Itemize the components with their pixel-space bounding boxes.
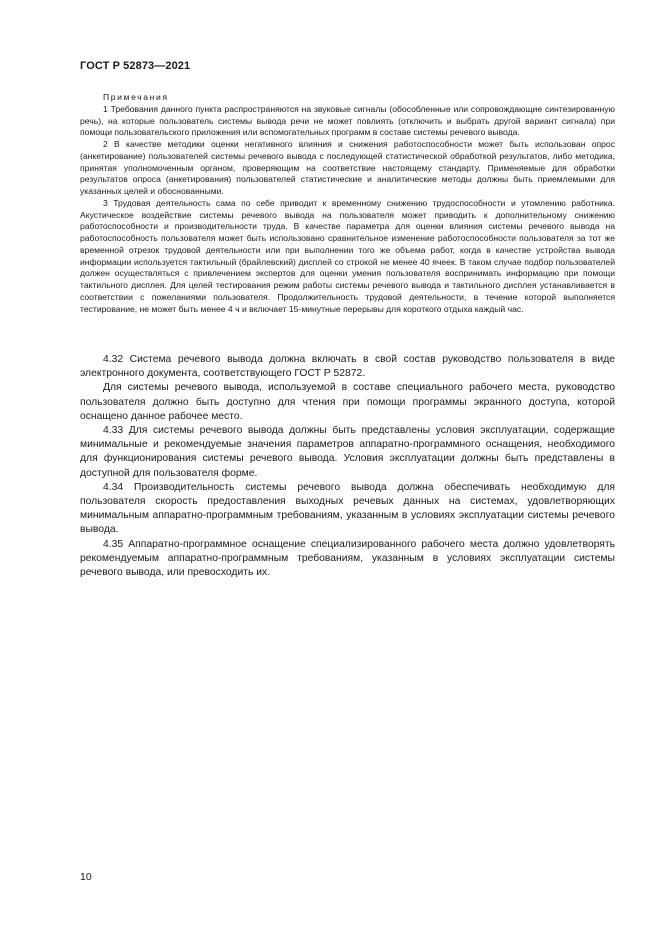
clause-4-34: 4.34 Производительность системы речевого вывода должна обеспечивать необходимую для пользователя скорость предоставления выходных речевых данных на системах, удовлетворяющих минимальным аппаратно-программным требованиям, указанным в условиях эксплуатации системы речевого вывода. <box>80 481 615 536</box>
clause-4-33: 4.33 Для системы речевого вывода должны быть представлены условия эксплуатации, содержащие минимальные и рекомендуемые значения параметров аппаратно-программного оснащения, необходимого для функционирования системы речевого вывода. Условия эксплуатации должны быть представлены в доступной для пользователя форме. <box>80 425 615 479</box>
notes-label: Примечания <box>103 92 169 102</box>
clause-4-32: 4.32 Система речевого вывода должна включать в свой состав руководство пользователя в виде электронного документа, соответствующего ГОСТ Р 52872. <box>80 354 615 380</box>
notes-block <box>80 92 615 315</box>
note-item-2: 2 В качестве методики оценки негативного влияния и снижения работоспособности может быть использован опрос (анкетирование) пользователей системы речевого вывода с последующей статистической обработкой результатов, либо методика, принятая уполномоченным органом, проверяющим на соответствие настоящему стандарту. Применяемые для обработки результатов опроса (анкетирования) пользователей статистические и аналитические методы должны быть приемлемыми для указанных целей и обоснованными. <box>80 139 615 196</box>
clause-4-32-continuation: Для системы речевого вывода, используемой в составе специального рабочего места, руководство пользователя должно быть доступно для чтения при помощи программы экранного доступа, которой оснащено данное рабочее место. <box>80 382 615 422</box>
clauses-block <box>80 353 615 580</box>
page-number: 10 <box>80 871 92 883</box>
clause-4-35: 4.35 Аппаратно-программное оснащение специализированного рабочего места должно удовлетворять рекомендуемым аппаратно-программным требованиям, указанным в условиях эксплуатации системы речевого вывода, или превосходить их. <box>80 538 615 579</box>
note-item-1: 1 Требования данного пункта распространяются на звуковые сигналы (обособленные или сопровождающие синтезированную речь), на которые пользователь системы вывода речи не может повлиять (отключить и выбрать другой вариант сигнала) при помощи пользовательского приложения или вспомогательных программ в составе системы речевого вывода. <box>80 103 615 138</box>
note-item-3: 3 Трудовая деятельность сама по себе приводит к временному снижению трудоспособности и утомлению работника. Акустическое воздействие системы речевого вывода на пользователя может приводить к дополнительному снижению работоспособности и производительности труда. В качестве параметра для оценки влияния системы речевого вывода на работоспособность пользователя может быть использовано сравнительное изменение работоспособности пользователя за тот же временной отрезок трудовой деятельности или при выполнении того же объема работ, когда в качестве устройства вывода информации используется тактильный (брайлевский) дисплей со строкой не менее 40 ячеек. В таком случае подбор пользователей должен осуществляться с привлечением экспертов для оценки умения пользователя воспринимать информацию при помощи тактильного дисплея. Для целей тестирования режим работы системы речевого вывода и тактильного дисплея устанавливается в соответствии с пожеланиями пользователя. Продолжительность трудовой деятельности, в течение которой выполняется тестирование, не может быть менее 4 ч и включает 15-минутные перерывы для короткого отдыха каждый час. <box>80 197 615 314</box>
standard-header: ГОСТ Р 52873—2021 <box>80 60 191 72</box>
